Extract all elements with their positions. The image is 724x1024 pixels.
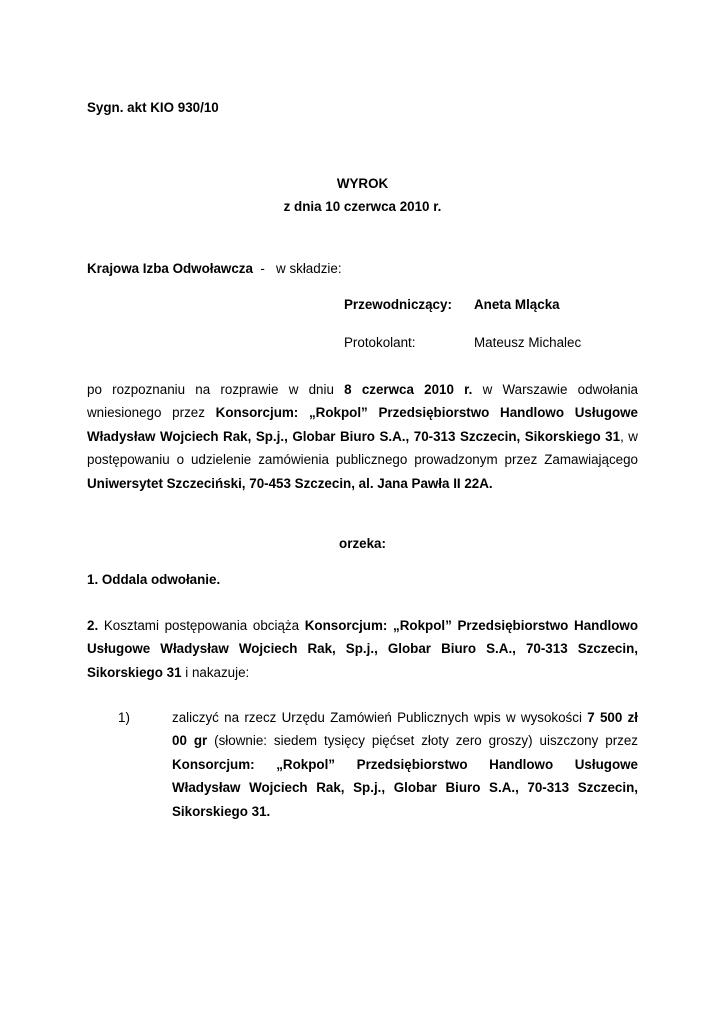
- clerk-name: Mateusz Michalec: [474, 335, 582, 350]
- intro-text-1: po rozpoznaniu na rozprawie w dniu: [87, 382, 345, 397]
- ruling-point-2: [87, 614, 638, 684]
- intro-text-3: , w postępowaniu o udzielenie zamówienia publicznego prowadzonym przez Zamawiającego: [87, 428, 638, 468]
- chair-label: Przewodniczący:: [344, 297, 452, 312]
- point-2-text-2: i nakazuje:: [181, 664, 250, 680]
- verdict-heading: WYROK: [336, 176, 389, 191]
- fee-amount: 7 500 zł 00 gr: [172, 710, 638, 749]
- contracting-authority: Uniwersytet Szczeciński, 70-453 Szczecin, al. Jana Pawła II 22A.: [87, 475, 493, 491]
- composition-line: [87, 261, 342, 276]
- appellant-name: Konsorcjum: „Rokpol” Przedsiębiorstwo Handlowo Usługowe Władysław Wojciech Rak, Sp.j., Globar Biuro S.A., 70-313 Szczecin, Sikorskiego 31: [87, 405, 638, 444]
- point-2-number: 2.: [87, 618, 99, 633]
- case-reference: Sygn. akt KIO 930/10: [87, 100, 219, 115]
- composition-label: w składzie:: [276, 261, 342, 276]
- hearing-date: 8 czerwca 2010 r.: [344, 382, 473, 397]
- subitem-1-party: Konsorcjum: „Rokpol” Przedsiębiorstwo Handlowo Usługowe Władysław Wojciech Rak, Sp.j., Globar Biuro S.A., 70-313 Szczecin, Sikorskiego 31.: [172, 756, 638, 819]
- subitem-1-text: [172, 706, 638, 823]
- intro-text-2: w Warszawie odwołania wniesionego przez: [87, 382, 638, 421]
- composition-dash: -: [260, 261, 265, 276]
- subitem-1-number: 1): [118, 710, 130, 725]
- subitem-1-text-2: (słownie: siedem tysięcy pięćset złoty zero groszy) uiszczony przez: [207, 733, 638, 749]
- subitem-1-text-1: zaliczyć na rzecz Urzędu Zamówień Publicznych wpis w wysokości: [172, 710, 588, 725]
- ruling-heading: orzeka:: [339, 536, 386, 551]
- clerk-label: Protokolant:: [344, 335, 416, 350]
- point-2-party: Konsorcjum: „Rokpol” Przedsiębiorstwo Handlowo Usługowe Władysław Wojciech Rak, Sp.j., Globar Biuro S.A., 70-313 Szczecin, Sikorskiego 31: [87, 618, 638, 680]
- intro-paragraph: [87, 378, 638, 495]
- ruling-point-1: 1. Oddala odwołanie.: [87, 572, 221, 587]
- verdict-date: z dnia 10 czerwca 2010 r.: [283, 199, 442, 214]
- chair-name: Aneta Mlącka: [474, 297, 560, 312]
- point-2-text-1: Kosztami postępowania obciąża: [98, 618, 305, 633]
- tribunal-name: Krajowa Izba Odwoławcza: [87, 261, 253, 276]
